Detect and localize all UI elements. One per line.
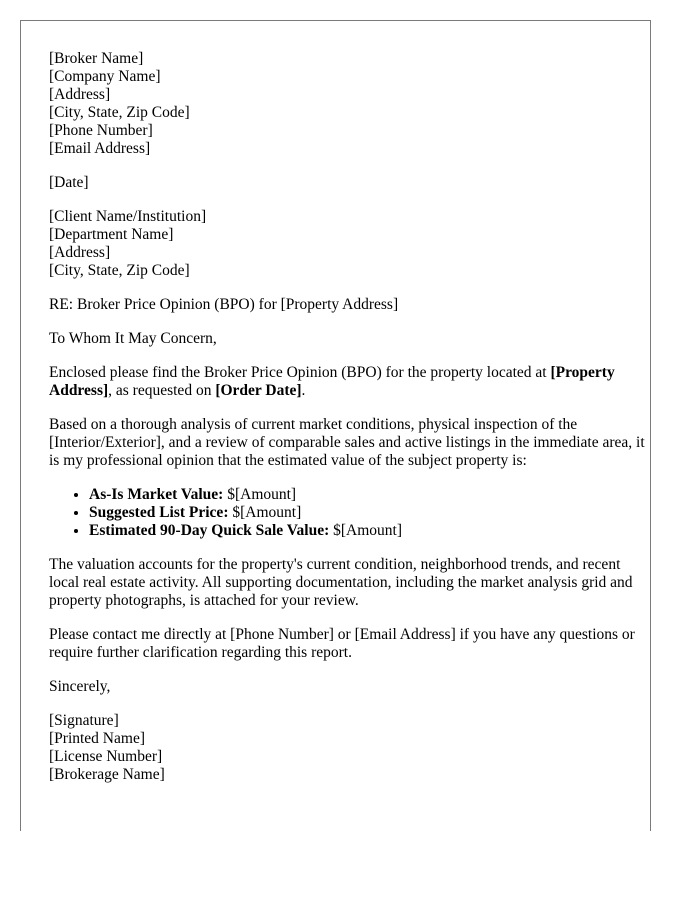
value-item-list-price bbox=[89, 504, 650, 522]
order-date: [Order Date] bbox=[215, 382, 302, 399]
sender-address: [Address] bbox=[49, 86, 111, 103]
value-item-as-is bbox=[89, 486, 650, 504]
license-number: [License Number] bbox=[49, 748, 163, 765]
value-amount: $[Amount] bbox=[329, 522, 403, 539]
sender-block bbox=[49, 50, 650, 158]
salutation: To Whom It May Concern, bbox=[49, 330, 217, 347]
property-address: [Property Address] bbox=[49, 364, 615, 399]
value-list bbox=[49, 486, 650, 540]
value-amount: $[Amount] bbox=[223, 486, 297, 503]
recipient-department: [Department Name] bbox=[49, 226, 174, 243]
signature: [Signature] bbox=[49, 712, 119, 729]
value-amount: $[Amount] bbox=[228, 504, 302, 521]
value-label: Suggested List Price: bbox=[89, 504, 229, 521]
intro-paragraph bbox=[49, 364, 645, 400]
intro-text-a: Enclosed please find the Broker Price Opinion (BPO) for the property located at bbox=[49, 364, 551, 381]
recipient-address: [Address] bbox=[49, 244, 111, 261]
valuation-paragraph: The valuation accounts for the property's current condition, neighborhood trends, and recent local real estate activity. All supporting documentation, including the market analysis grid and property photographs, is attached for your review. bbox=[49, 556, 633, 609]
sender-company-name: [Company Name] bbox=[49, 68, 161, 85]
value-item-quick-sale bbox=[89, 522, 650, 540]
sender-broker-name: [Broker Name] bbox=[49, 50, 144, 67]
contact-paragraph: Please contact me directly at [Phone Number] or [Email Address] if you have any questions or require further clarification regarding this report. bbox=[49, 626, 635, 661]
sender-phone: [Phone Number] bbox=[49, 122, 153, 139]
brokerage-name: [Brokerage Name] bbox=[49, 766, 165, 783]
closing: Sincerely, bbox=[49, 678, 111, 695]
letter-page bbox=[20, 20, 651, 831]
value-label: Estimated 90-Day Quick Sale Value: bbox=[89, 522, 330, 539]
sender-email: [Email Address] bbox=[49, 140, 151, 157]
value-label: As-Is Market Value: bbox=[89, 486, 224, 503]
recipient-client: [Client Name/Institution] bbox=[49, 208, 207, 225]
signature-block bbox=[49, 712, 650, 784]
date-block bbox=[49, 174, 650, 192]
letter-date: [Date] bbox=[49, 174, 89, 191]
printed-name: [Printed Name] bbox=[49, 730, 145, 747]
sender-city-state-zip: [City, State, Zip Code] bbox=[49, 104, 190, 121]
recipient-city-state-zip: [City, State, Zip Code] bbox=[49, 262, 190, 279]
intro-text-c: . bbox=[301, 382, 306, 399]
recipient-block bbox=[49, 208, 650, 280]
re-line: RE: Broker Price Opinion (BPO) for [Property Address] bbox=[49, 296, 399, 313]
analysis-paragraph: Based on a thorough analysis of current market conditions, physical inspection of the [Interior/Exterior], and a review of comparable sales and active listings in the immediate area, it is my professional opinion that the estimated value of the subject property is: bbox=[49, 416, 645, 469]
intro-text-b: , as requested on bbox=[108, 382, 216, 399]
